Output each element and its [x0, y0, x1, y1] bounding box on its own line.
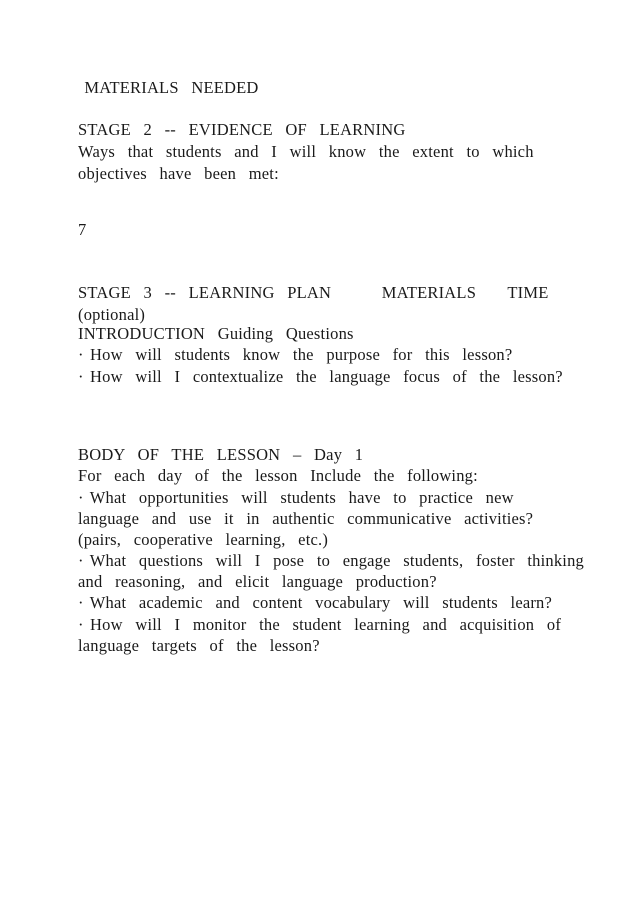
stage3-heading-continued: (optional) — [78, 305, 146, 324]
stage3-heading: STAGE 3 -- LEARNING PLAN MATERIALS TIME — [78, 283, 549, 302]
body-text-line: · What academic and content vocabulary will students learn? — [78, 593, 553, 612]
body-text-line: language and use it in authentic communicative activities? — [78, 509, 534, 528]
page-number: 7 — [78, 220, 87, 239]
body-of-lesson-heading: BODY OF THE LESSON – Day 1 — [78, 445, 364, 464]
body-text-line: · How will I monitor the student learning and acquisition of — [78, 615, 562, 634]
stage2-text-line: objectives have been met: — [78, 164, 279, 183]
body-text-line: · What questions will I pose to engage students, foster thinking — [78, 551, 584, 570]
body-intro-line: For each day of the lesson Include the following: — [78, 466, 478, 485]
body-text-line: language targets of the lesson? — [78, 636, 320, 655]
introduction-heading: INTRODUCTION Guiding Questions — [78, 324, 354, 343]
body-text-line: · What opportunities will students have to practice new — [78, 488, 514, 507]
introduction-item: · How will students know the purpose for this lesson? — [78, 345, 513, 364]
introduction-item: · How will I contextualize the language focus of the lesson? — [78, 367, 563, 386]
stage2-heading: STAGE 2 -- EVIDENCE OF LEARNING — [78, 120, 406, 139]
stage2-text-line: Ways that students and I will know the extent to which — [78, 142, 534, 161]
body-text-line: (pairs, cooperative learning, etc.) — [78, 530, 329, 549]
materials-needed-heading: MATERIALS NEEDED — [78, 78, 259, 97]
body-text-line: and reasoning, and elicit language production? — [78, 572, 437, 591]
